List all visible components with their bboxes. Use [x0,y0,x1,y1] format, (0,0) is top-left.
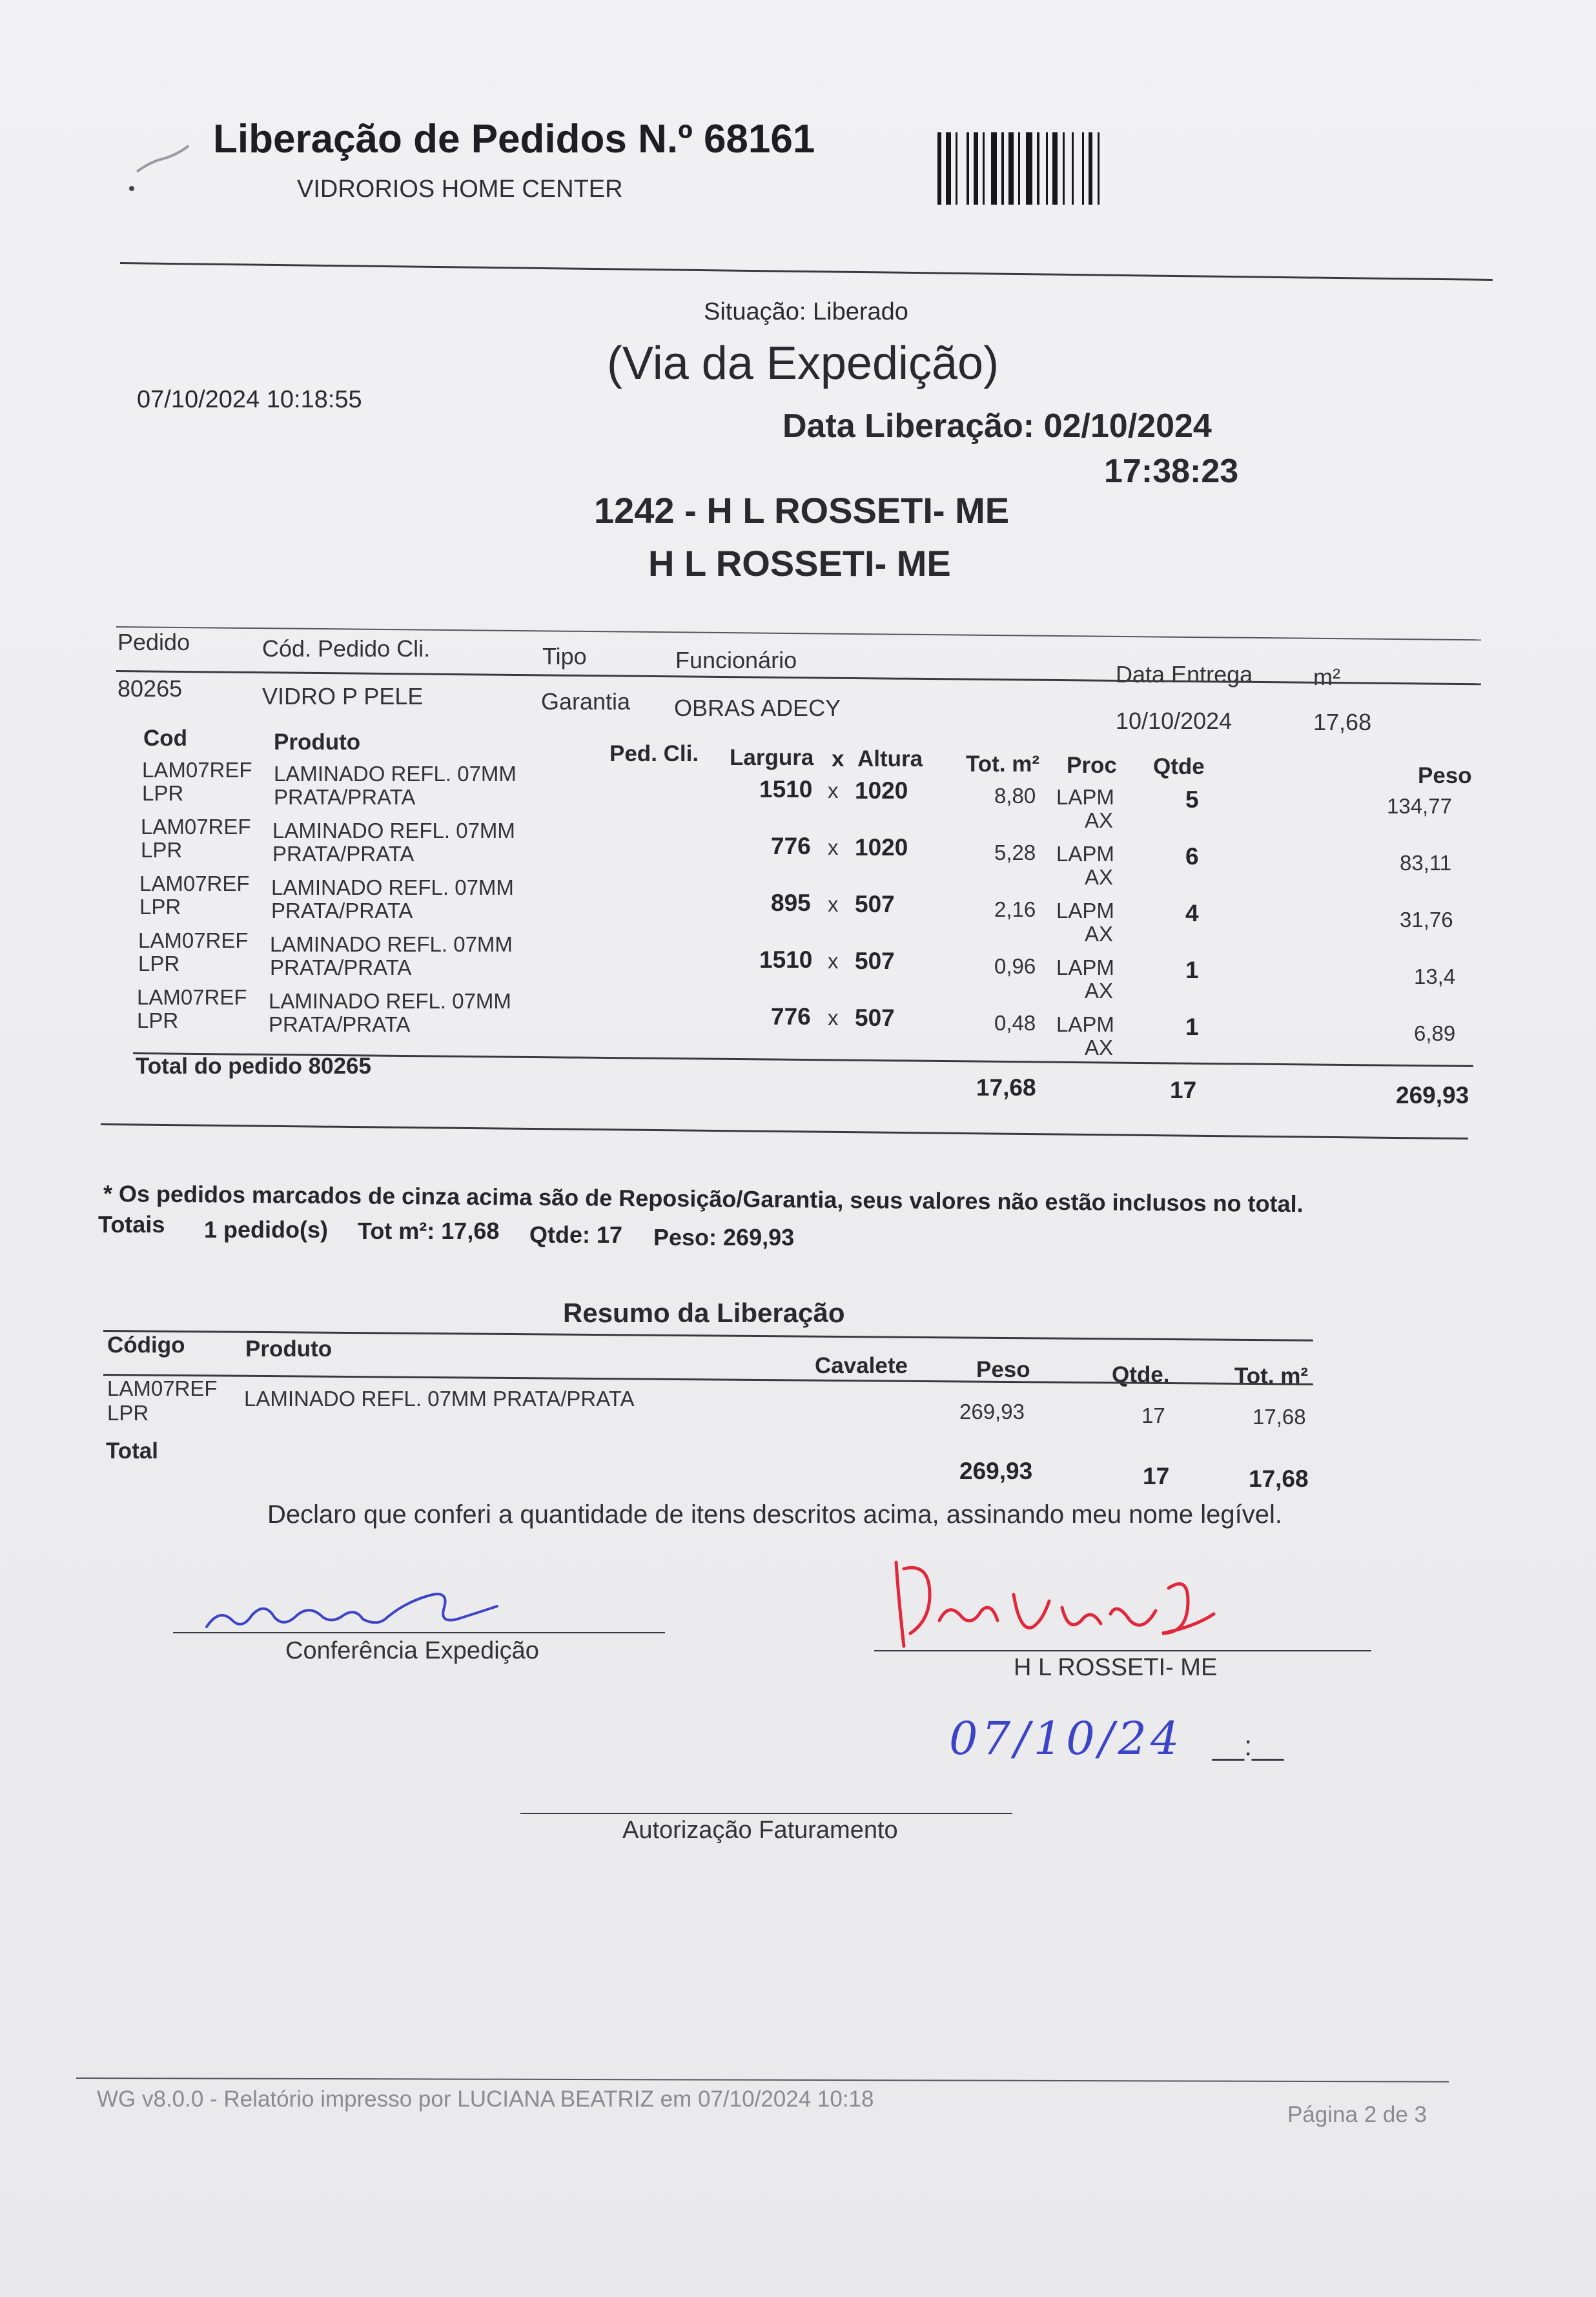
item-produto: PRATA/PRATA [272,842,414,866]
barcode-bar [1082,132,1084,205]
item-cod: LPR [137,1008,179,1032]
barcode-bar [1018,132,1020,205]
item-cod: LAM07REF [139,872,250,895]
order-total-peso: 269,93 [1396,1082,1469,1108]
signature-label-cliente: H L ROSSETI- ME [1014,1654,1218,1681]
summary-col-codigo: Código [107,1332,185,1358]
item-produto: PRATA/PRATA [271,899,413,923]
item-proc: AX [1085,922,1114,946]
items-col-cod: Cod [143,726,188,751]
funcionario-value: OBRAS ADECY [674,695,841,721]
item-proc: LAPM [1056,842,1114,866]
item-altura: 1020 [855,777,908,804]
summary-total-m2: 17,68 [1249,1465,1309,1492]
document-title: Liberação de Pedidos N.º 68161 [213,117,815,161]
data-entrega-value: 10/10/2024 [1116,708,1233,734]
item-altura: 1020 [855,834,908,861]
summary-total-peso: 269,93 [959,1458,1033,1484]
footer-divider [76,2078,1449,2083]
summary-col-tot-m2: Tot. m² [1234,1363,1309,1389]
item-qtde: 6 [1185,843,1199,870]
barcode-bar [1072,132,1074,205]
summary-row-produto: LAMINADO REFL. 07MM PRATA/PRATA [244,1387,635,1411]
client-code-name: 1242 - H L ROSSETI- ME [594,490,1010,531]
summary-row-peso: 269,93 [959,1400,1025,1424]
items-col-ped-cli: Ped. Cli. [609,741,699,766]
cod-pedido-cli-value: VIDRO P PELE [262,683,424,710]
barcode-bar [956,132,957,205]
items-col-altura: Altura [857,746,923,771]
item-tot-m2: 0,48 [994,1011,1036,1035]
item-proc: LAPM [1056,899,1114,923]
item-peso: 134,77 [1387,794,1452,818]
item-x: x [828,1006,839,1030]
item-peso: 31,76 [1400,908,1453,932]
item-cod: LAM07REF [137,985,247,1009]
items-col-proc: Proc [1067,753,1117,778]
col-cod-pedido-cli: Cód. Pedido Cli. [262,635,431,662]
item-x: x [828,892,839,916]
item-produto: PRATA/PRATA [269,1012,411,1036]
totals-qtde: Qtde: 17 [529,1221,623,1248]
signature-label-conferencia: Conferência Expedição [285,1637,539,1664]
item-qtde: 4 [1185,900,1199,926]
barcode-bar [967,132,969,205]
divider [120,262,1493,281]
barcode-bar [1052,132,1058,205]
order-total-qtde: 17 [1170,1077,1197,1103]
item-altura: 507 [855,1005,895,1031]
order-total-label: Total do pedido 80265 [136,1054,371,1079]
barcode-bar [937,132,941,205]
declaration-text: Declaro que conferi a quantidade de itens descritos acima, assinando meu nome legível. [267,1500,1283,1529]
barcode-bar [1008,132,1014,205]
item-produto: PRATA/PRATA [274,785,416,809]
item-cod: LAM07REF [141,815,251,839]
totals-peso: Peso: 269,93 [653,1224,795,1251]
barcode-bar [1098,132,1100,205]
summary-row-cod: LAM07REF LPR [107,1376,218,1425]
barcode-bar [1037,132,1039,205]
col-data-entrega: Data Entrega [1116,661,1253,688]
summary-row-tot-m2: 17,68 [1253,1405,1306,1429]
barcode-bar [1026,132,1032,205]
page-number: Página 2 de 3 [1287,2102,1427,2127]
summary-col-cavalete: Cavalete [815,1353,908,1378]
footnote: * Os pedidos marcados de cinza acima são de Reposição/Garantia, seus valores não estão inclusos no total. [103,1180,1304,1218]
company-name: VIDRORIOS HOME CENTER [297,176,623,203]
release-date: Data Liberação: 02/10/2024 [783,407,1212,445]
item-cod: LPR [138,952,180,975]
order-total-m2: 17,68 [976,1074,1036,1101]
item-proc: AX [1085,1036,1114,1059]
handwritten-date: 07/10/24 [949,1712,1183,1765]
item-largura: 776 [771,1003,811,1030]
item-x: x [828,835,839,859]
handwritten-signature-blue-icon [194,1556,529,1640]
item-peso: 6,89 [1414,1021,1456,1045]
handwritten-signature-red-icon [885,1549,1233,1659]
item-proc: AX [1085,808,1114,832]
summary-total-qtde: 17 [1143,1463,1170,1489]
barcode-bar [1046,132,1048,205]
barcode [937,132,1182,205]
m2-value: 17,68 [1313,709,1372,735]
item-proc: AX [1085,979,1114,1003]
item-tot-m2: 0,96 [994,954,1036,978]
summary-col-peso: Peso [976,1357,1030,1382]
col-tipo: Tipo [542,643,587,669]
item-x: x [828,779,839,802]
client-name: H L ROSSETI- ME [648,543,951,584]
tipo-value: Garantia [541,688,631,715]
item-tot-m2: 8,80 [994,784,1036,808]
totals-label: Totais [98,1211,165,1238]
item-x: x [828,949,839,973]
item-peso: 83,11 [1400,851,1452,875]
summary-col-qtde: Qtde. [1112,1362,1170,1387]
summary-title: Resumo da Liberação [563,1298,845,1328]
col-funcionario: Funcionário [675,647,797,673]
col-pedido: Pedido [118,629,190,655]
item-cod: LPR [141,838,183,862]
item-proc: LAPM [1056,955,1114,979]
item-tot-m2: 2,16 [994,897,1036,921]
item-qtde: 1 [1185,1014,1199,1040]
items-col-x: x [832,746,844,771]
item-cod: LPR [139,895,181,919]
item-produto: LAMINADO REFL. 07MM [272,819,515,842]
item-qtde: 5 [1185,786,1199,813]
barcode-bar [1063,132,1065,205]
item-peso: 13,4 [1414,965,1456,988]
item-proc: LAPM [1056,785,1114,809]
time-placeholder: __:__ [1212,1730,1284,1762]
signature-line [520,1813,1012,1814]
barcode-bar [946,132,951,205]
item-largura: 776 [771,833,811,859]
signature-line [173,1632,665,1633]
status-text: Situação: Liberado [704,298,908,325]
barcode-bar [974,132,978,205]
copy-type-title: (Via da Expedição) [607,338,999,389]
release-time: 17:38:23 [1104,453,1239,490]
signature-label-autorizacao: Autorização Faturamento [622,1817,898,1844]
item-qtde: 1 [1185,957,1199,983]
barcode-bar [983,132,985,205]
items-col-peso: Peso [1418,763,1472,788]
barcode-bar [1089,132,1092,205]
footer-printed-by: WG v8.0.0 - Relatório impresso por LUCIANA BEATRIZ em 07/10/2024 10:18 [97,2087,874,2112]
item-proc: LAPM [1056,1012,1114,1036]
items-col-qtde: Qtde [1153,754,1205,779]
item-cod: LPR [142,781,184,805]
item-produto: LAMINADO REFL. 07MM [270,932,513,956]
item-cod: LAM07REF [142,758,252,782]
items-col-largura: Largura [730,745,814,770]
divider [101,1123,1468,1139]
printed-datetime: 07/10/2024 10:18:55 [137,386,362,413]
item-altura: 507 [855,891,895,917]
totals-m2: Tot m²: 17,68 [358,1218,500,1244]
item-produto: LAMINADO REFL. 07MM [274,762,517,786]
ink-mark-icon [124,127,208,198]
signature-line [874,1650,1371,1651]
item-largura: 895 [771,890,811,916]
pedido-value: 80265 [118,675,183,702]
item-proc: AX [1085,865,1114,889]
item-produto: LAMINADO REFL. 07MM [269,989,511,1013]
summary-total-label: Total [106,1438,159,1464]
barcode-bar [1001,132,1004,205]
items-col-tot-m2: Tot. m² [966,751,1040,777]
items-col-produto: Produto [274,730,361,755]
barcode-bar [991,132,997,205]
summary-row-qtde: 17 [1141,1404,1165,1427]
item-cod: LAM07REF [138,928,249,952]
totals-pedidos: 1 pedido(s) [204,1216,329,1243]
item-largura: 1510 [759,946,813,973]
item-produto: PRATA/PRATA [270,955,412,979]
item-tot-m2: 5,28 [994,841,1036,864]
item-produto: LAMINADO REFL. 07MM [271,875,514,899]
item-largura: 1510 [759,776,813,802]
col-m2: m² [1313,664,1340,690]
summary-col-produto: Produto [245,1336,332,1362]
item-altura: 507 [855,948,895,974]
